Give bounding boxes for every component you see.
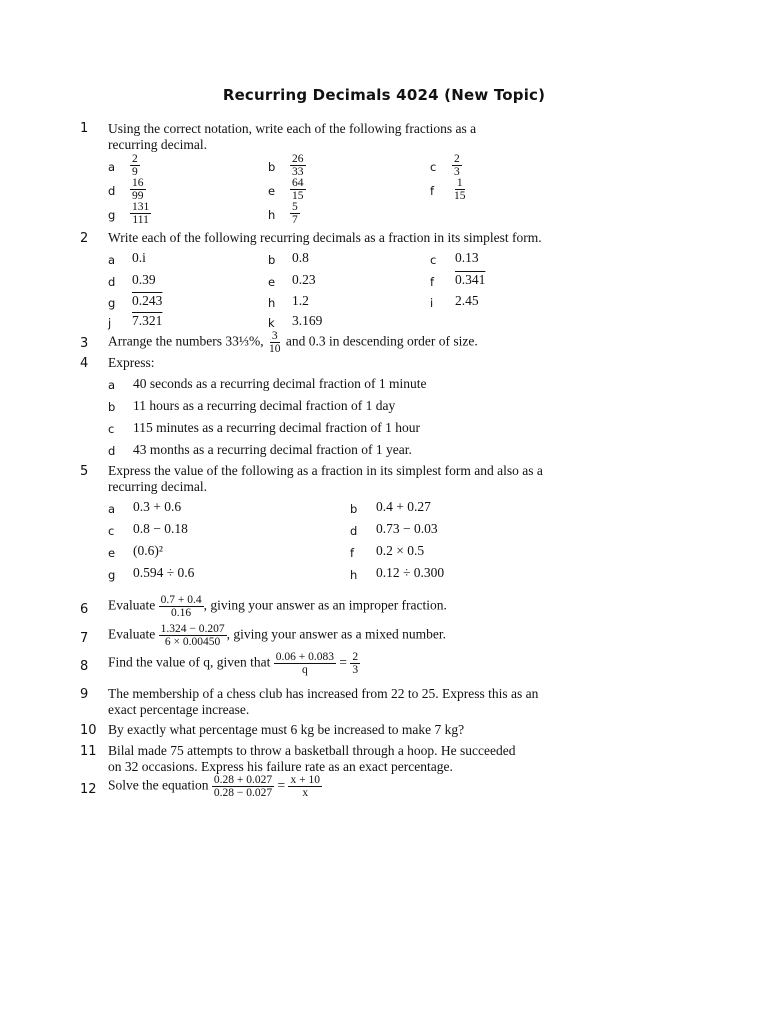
fraction: $\frac{26}{33}$ [292,153,304,178]
expression: 0.73 − 0.03 [376,521,438,536]
item-label: b [268,160,276,174]
item-text: 11 hours as a recurring decimal fraction of 1 day [133,398,396,413]
item-text: 40 seconds as a recurring decimal fraction of 1 minute [133,376,427,391]
fraction: $\frac{2}{9}$ [132,153,138,178]
expression: 0.12 ÷ 0.300 [376,565,445,580]
expression: (0.6)² [133,543,163,558]
item-label: e [108,546,116,560]
question-number: 5 [80,464,89,479]
recurring-decimal: 0.341 [455,272,486,287]
recurring-decimal: 2.45 [455,293,479,308]
item-label: f [430,275,435,289]
question-text: Find the value of q, given that $\frac{0.06 + 0.083}{q}$ = $\frac{2}{3}$ [108,651,359,676]
question-number: 12 [80,782,97,797]
item-label: d [108,184,116,198]
item-label: b [350,502,358,516]
question-text: The membership of a chess club has increased from 22 to 25. Express this as an exact percentage increase. [108,686,539,717]
fraction: $\frac{64}{15}$ [292,177,304,202]
recurring-decimal: 3.169 [292,313,323,328]
item-label: g [108,568,116,582]
item-label: a [108,378,116,392]
expression: 0.8 − 0.18 [133,521,188,536]
fraction: $\frac{1}{15}$ [454,177,466,202]
item-label: b [108,400,116,414]
expression: 0.594 ÷ 0.6 [133,565,195,580]
question-text: Using the correct notation, write each of the following fractions as a recurring decimal. [108,121,477,152]
item-label: f [350,546,355,560]
recurring-decimal: 0.243 [132,293,163,308]
question-text: Bilal made 75 attempts to throw a basketball through a hoop. He succeeded on 32 occasions. Express his failure rate as an exact percentage. [108,743,516,774]
item-text: 43 months as a recurring decimal fraction of 1 year. [133,442,412,457]
recurring-decimal: 1.2 [292,293,309,308]
item-text: 115 minutes as a recurring decimal fraction of 1 hour [133,420,421,435]
item-label: c [108,524,115,538]
item-label: c [430,160,437,174]
expression: 0.3 + 0.6 [133,499,182,514]
question-text: Arrange the numbers 33⅓%, $\frac{3}{10}$ and 0.3 in descending order of size. [108,330,478,355]
question-number: 1 [80,121,89,136]
item-label: a [108,160,116,174]
question-number: 8 [80,659,89,674]
question-text: Express: [108,355,155,370]
item-label: e [268,184,276,198]
question-text: Express the value of the following as a fraction in its simplest form and also as a recurring decimal. [108,463,543,494]
item-label: d [108,444,116,458]
item-label: k [268,316,275,330]
fraction: $\frac{16}{99}$ [132,177,144,202]
item-label: g [108,208,116,222]
recurring-decimal: 0.23 [292,272,316,287]
question-text: Evaluate $\frac{0.7 + 0.4}{0.16}$ , giving your answer as an improper fraction. [108,594,447,619]
question-number: 4 [80,356,89,371]
item-label: a [108,253,116,267]
question-text: Solve the equation $\frac{0.28 + 0.027}{0.28 - 0.027}$ = $\frac{x + 10}{x}$ [108,774,320,799]
question-number: 9 [80,687,89,702]
item-label: c [430,253,437,267]
item-label: j [108,316,112,330]
item-label: h [268,208,276,222]
question-number: 3 [80,336,89,351]
item-label: d [108,275,116,289]
question-number: 7 [80,631,89,646]
question-text: Write each of the following recurring decimals as a fraction in its simplest form. [108,230,542,245]
item-label: d [350,524,358,538]
item-label: b [268,253,276,267]
page-title: Recurring Decimals 4024 (New Topic) [222,86,546,104]
question-number: 11 [80,744,97,759]
item-label: f [430,184,435,198]
question-number: 10 [80,723,97,738]
expression: 0.4 + 0.27 [376,499,431,514]
fraction: $\frac{5}{7}$ [292,201,298,226]
question-text: Evaluate $\frac{1.324 - 0.207}{6 \times 0.00450}$ , giving your answer as a mixed number. [108,623,446,648]
expression: 0.2 × 0.5 [376,543,425,558]
question-text: By exactly what percentage must 6 kg be increased to make 7 kg? [108,722,465,737]
question-number: 2 [80,231,89,246]
item-label: c [108,422,115,436]
item-label: e [268,275,276,289]
recurring-decimal: 0.i [132,250,146,265]
fraction: $\frac{131}{111}$ [132,201,150,226]
recurring-decimal: 7.321 [132,313,163,328]
item-label: i [430,296,434,310]
item-label: h [350,568,358,582]
recurring-decimal: 0.39 [132,272,156,287]
question-number: 6 [80,602,89,617]
item-label: a [108,502,116,516]
fraction: $\frac{2}{3}$ [454,153,460,178]
recurring-decimal: 0.13 [455,250,479,265]
recurring-decimal: 0.8 [292,250,309,265]
item-label: g [108,296,116,310]
item-label: h [268,296,276,310]
